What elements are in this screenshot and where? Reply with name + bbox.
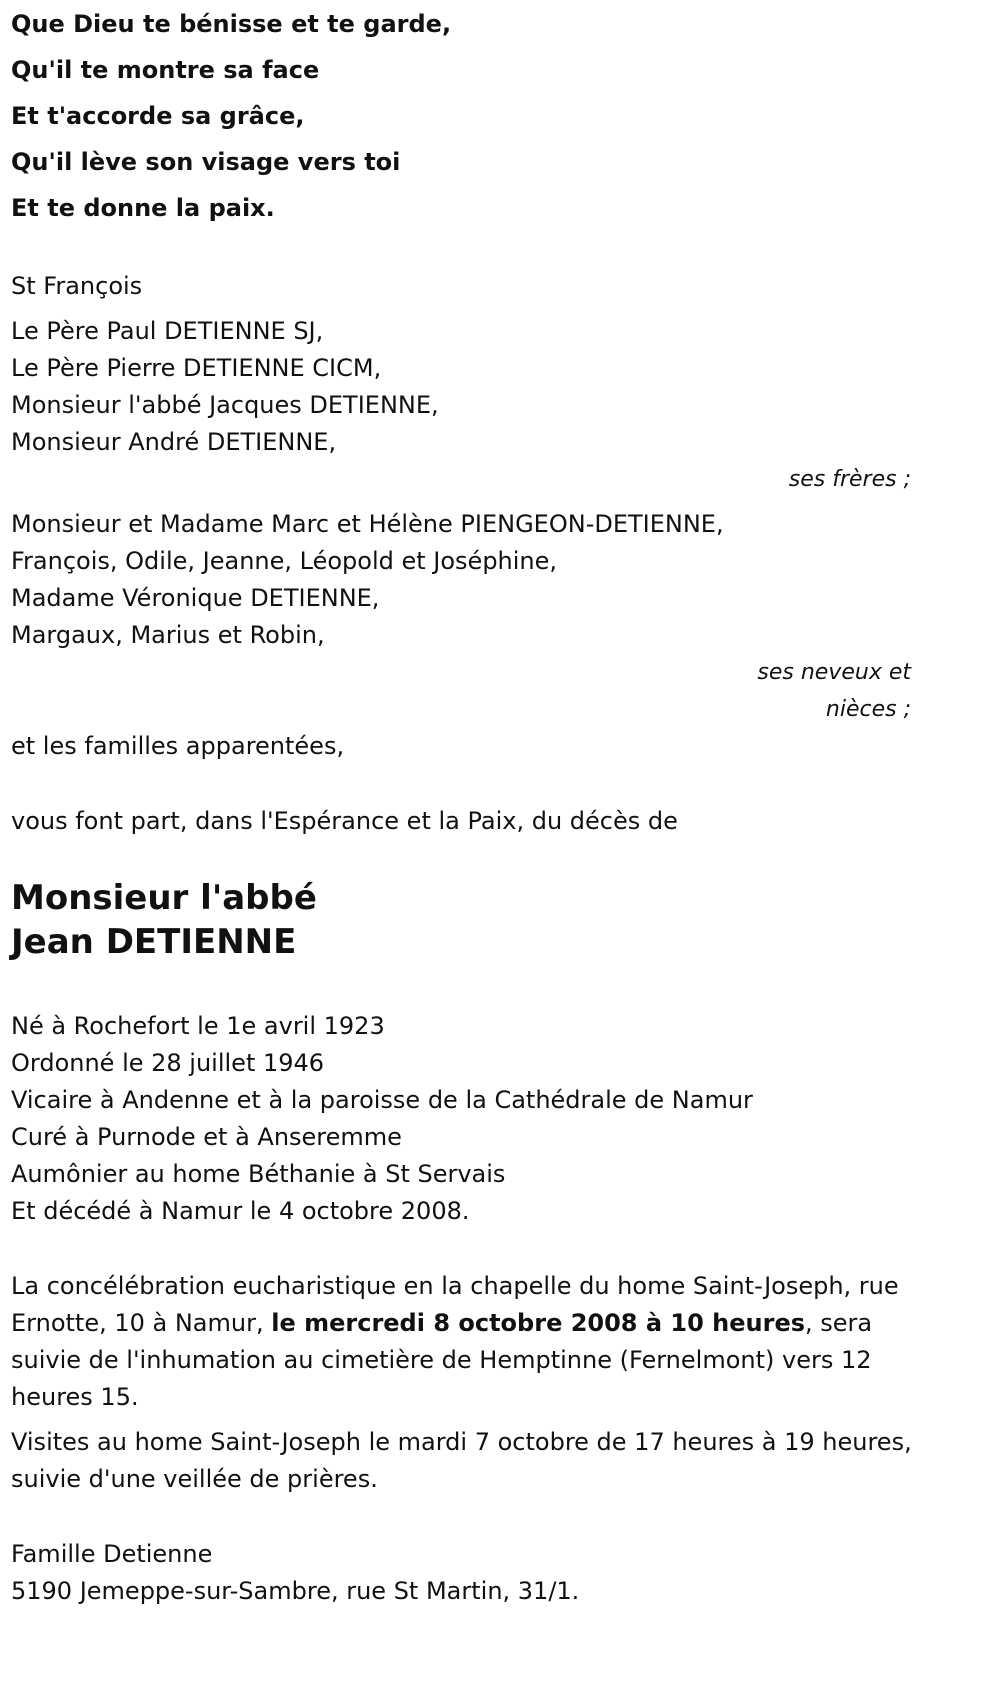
prayer-line: Qu'il te montre sa face	[11, 56, 320, 84]
ceremony-paragraph	[11, 1268, 916, 1416]
biography	[11, 1008, 911, 1230]
announcement-text: vous font part, dans l'Espérance et la Paix, du décès de	[11, 807, 678, 835]
brother-name: Monsieur André DETIENNE,	[11, 428, 337, 456]
biography-line: Vicaire à Andenne et à la paroisse de la Cathédrale de Namur	[11, 1086, 753, 1114]
prayer-line: Et t'accorde sa grâce,	[11, 102, 305, 130]
brother-name: Le Père Paul DETIENNE SJ,	[11, 317, 324, 345]
related-families: et les familles apparentées,	[11, 732, 345, 760]
biography-line: Aumônier au home Béthanie à St Servais	[11, 1160, 506, 1188]
prayer-line: Qu'il lève son visage vers toi	[11, 148, 401, 176]
nephew-name: Madame Véronique DETIENNE,	[11, 584, 380, 612]
deceased-name	[11, 876, 911, 964]
prayer-author: St François	[11, 272, 143, 300]
prayer-line: Et te donne la paix.	[11, 194, 275, 222]
prayer-verse	[11, 0, 911, 236]
brother-name: Monsieur l'abbé Jacques DETIENNE,	[11, 391, 439, 419]
deceased-full-name: Jean DETIENNE	[11, 922, 297, 962]
nephews-relation-line2: nièces ;	[825, 697, 911, 722]
contact-family: Famille Detienne	[11, 1540, 213, 1568]
biography-line: Curé à Purnode et à Anseremme	[11, 1123, 402, 1151]
obituary-document	[11, 0, 911, 1610]
ceremony-text-before: La concélébration eucharistique en la chapelle du home Saint-Joseph, rue Ernotte, 10 à Namur,	[11, 1272, 899, 1337]
nephew-name: Margaux, Marius et Robin,	[11, 621, 325, 649]
biography-line: Et décédé à Namur le 4 octobre 2008.	[11, 1197, 470, 1225]
nephew-name: Monsieur et Madame Marc et Hélène PIENGEON-DETIENNE,	[11, 510, 724, 538]
contact-address: 5190 Jemeppe-sur-Sambre, rue St Martin, 31/1.	[11, 1577, 580, 1605]
visits-paragraph: Visites au home Saint-Joseph le mardi 7 octobre de 17 heures à 19 heures, suivie d'une veillée de prières.	[11, 1428, 912, 1493]
brothers-list	[11, 313, 911, 461]
ceremony-text-after: , sera suivie de l'inhumation au cimetière de Hemptinne (Fernelmont) vers 12 heures 15.	[11, 1309, 873, 1411]
prayer-line: Que Dieu te bénisse et te garde,	[11, 10, 452, 38]
brothers-relation: ses frères ;	[788, 467, 911, 492]
deceased-title: Monsieur l'abbé	[11, 878, 317, 918]
ceremony-date: le mercredi 8 octobre 2008 à 10 heures	[271, 1309, 805, 1337]
brother-name: Le Père Pierre DETIENNE CICM,	[11, 354, 382, 382]
biography-line: Ordonné le 28 juillet 1946	[11, 1049, 325, 1077]
nephews-relation-line1: ses neveux et	[757, 660, 911, 685]
nephews-list	[11, 506, 911, 654]
biography-line: Né à Rochefort le 1e avril 1923	[11, 1012, 385, 1040]
nephew-name: François, Odile, Jeanne, Léopold et Joséphine,	[11, 547, 558, 575]
